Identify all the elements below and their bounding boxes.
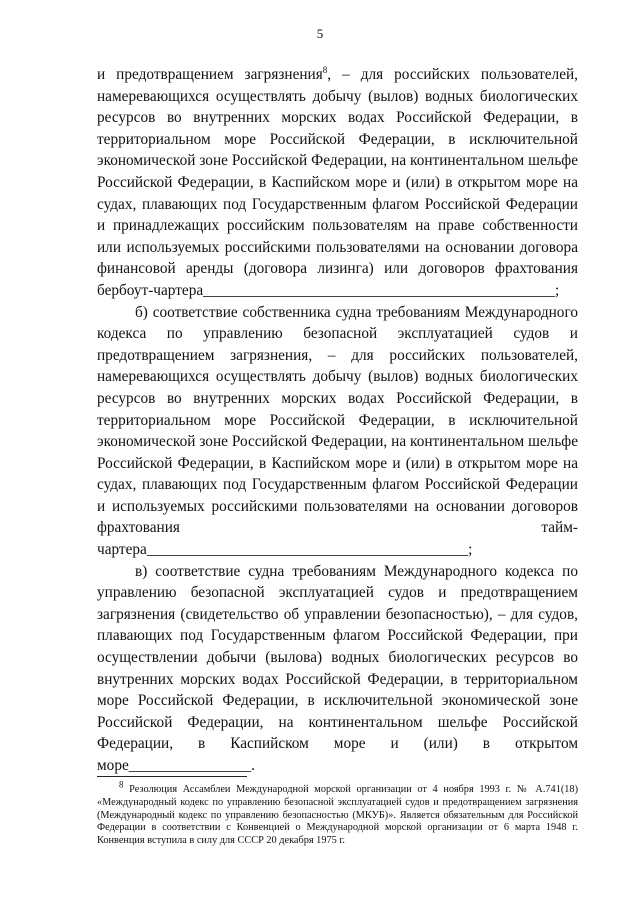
paragraph-text: , – для российских пользователей, намеревающихся осуществлять добычу (вылов) водных биологических ресурсов во внутренних морских водах Российской Федерации, в территориальном море Российской Федерации, в исключительной экономической зоне Российской Федерации, на континентальном шельфе Российской Федерации, в Каспийском море и (или) в открытом море на судах, плавающих под Государственным флагом Российской Федерации и принадлежащих российским пользователям на праве собственности или используемых российскими пользователями на основании договора финансовой аренды (договора лизинга) или договоров фрахтования бербоут-чартера: [97, 66, 578, 299]
document-body: [97, 64, 578, 777]
paragraph-text: в) соответствие судна требованиям Международного кодекса по управлению безопасной эксплуатацией судов и предотвращением загрязнения (свидетельство об управлении безопасностью), – для судов, плавающих под Государственным флагом Российской Федерации, при осуществлении добычи (вылова) водных биологических ресурсов во внутренних морских водах Российской Федерации, в территориальном море Российской Федерации, в исключительной экономической зоне Российской Федерации, на континентальном шельфе Российской Федерации, в Каспийском море и (или) в открытом море: [97, 562, 578, 774]
paragraph-text: б) соответствие собственника судна требованиям Международного кодекса по управлению безопасной эксплуатацией судов и предотвращением загрязнения, – для российских пользователей, намеревающихся осуществлять добычу (вылов) водных биологических ресурсов во внутренних морских водах Российской Федерации, в территориальном море Российской Федерации, в исключительной экономической зоне Российской Федерации, на континентальном шельфе Российской Федерации, в Каспийском море и (или) в открытом море на судах, плавающих под Государственным флагом Российской Федерации и используемых российскими пользователями на основании договоров фрахтования тайм-чартера: [97, 303, 578, 559]
paragraph-end: ;: [554, 281, 560, 299]
page-number: 5: [316, 26, 324, 41]
paragraph-text: и предотвращением загрязнения: [97, 66, 323, 83]
footnote-separator: [97, 776, 247, 777]
fill-in-blank: __________________________________________: [146, 541, 469, 559]
footnote-text: Резолюция Ассамблеи Международной морской организации от 4 ноября 1993 г. № А.741(18) «Международный кодекс по управлению безопасной эксплуатацией судов и предотвращением загрязнения (Международный кодекс по управлению безопасностью (МКУБ)». Является обязательным для Российской Федерации в соответствии с Конвенцией о Международной морской организации от 6 марта 1948 г. Конвенция вступила в силу для СССР 20 декабря 1975 г.: [97, 784, 578, 847]
paragraph-c: [97, 561, 578, 777]
paragraph-a-continuation: [97, 64, 578, 302]
paragraph-end: .: [251, 757, 255, 774]
fill-in-blank: ________________: [128, 757, 252, 774]
footnote-reference: 8: [322, 64, 328, 75]
paragraph-b: [97, 302, 578, 561]
footnote: [97, 779, 578, 848]
footnote-text-block: [97, 779, 578, 848]
paragraph-end: ;: [468, 541, 473, 559]
fill-in-blank: ______________________________________________: [203, 281, 555, 299]
footnote-number: 8: [119, 779, 124, 790]
